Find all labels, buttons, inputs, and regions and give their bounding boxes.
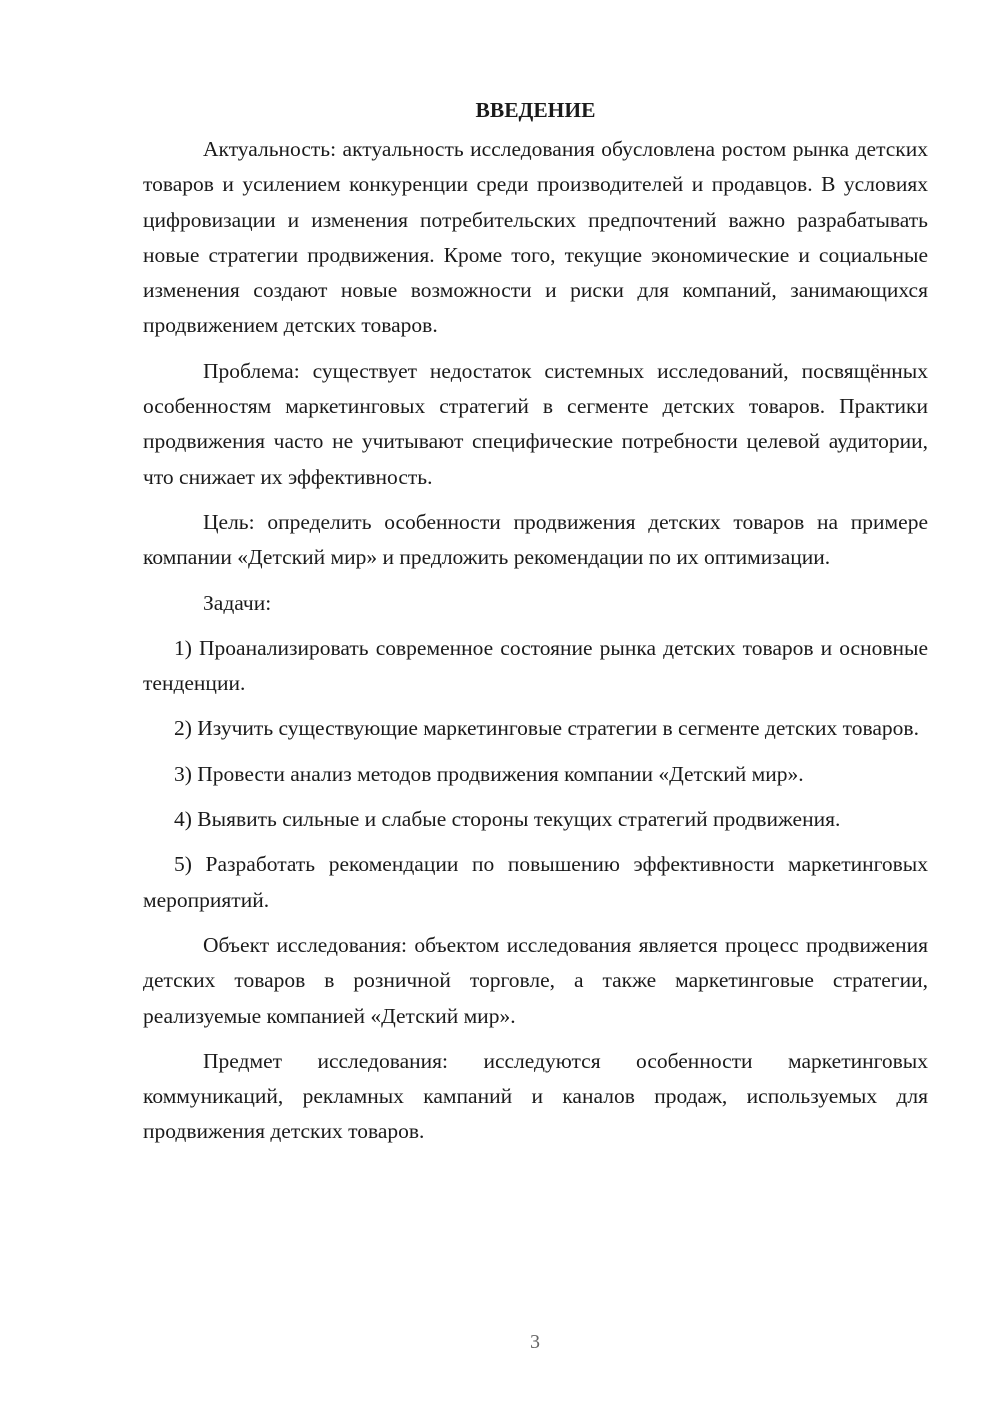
task-item-2: 2) Изучить существующие маркетинговые стратегии в сегменте детских товаров. bbox=[174, 716, 919, 741]
paragraph-problem: Проблема: существует недостаток системных исследований, посвящённых особенностям маркетинговых стратегий в сегменте детских товаров. Практики продвижения часто не учитывают специфические потребности целевой аудитории, что снижает их эффективность. bbox=[143, 358, 928, 489]
task-item-3: 3) Провести анализ методов продвижения компании «Детский мир». bbox=[174, 761, 804, 786]
paragraph-relevance: Актуальность: актуальность исследования обусловлена ростом рынка детских товаров и усилением конкуренции среди производителей и продавцов. В условиях цифровизации и изменения потребительских предпочтений важно разрабатывать новые стратегии продвижения. Кроме того, текущие экономические и социальные изменения создают новые возможности и риски для компаний, занимающихся продвижением детских товаров. bbox=[143, 137, 928, 338]
page-body bbox=[143, 93, 928, 1150]
paragraph-subject: Предмет исследования: исследуются особенности маркетинговых коммуникаций, рекламных кампаний и каналов продаж, используемых для продвижения детских товаров. bbox=[143, 1048, 928, 1144]
page-number: 3 bbox=[530, 1331, 540, 1353]
task-item-5: 5) Разработать рекомендации по повышению эффективности маркетинговых мероприятий. bbox=[143, 852, 928, 912]
task-item-1: 1) Проанализировать современное состояние рынка детских товаров и основные тенденции. bbox=[143, 635, 928, 696]
paragraph-tasks-heading: Задачи: bbox=[203, 590, 272, 615]
paragraph-object: Объект исследования: объектом исследования является процесс продвижения детских товаров в розничной торговле, а также маркетинговые стратегии, реализуемые компанией «Детский мир». bbox=[143, 932, 928, 1028]
task-item-4: 4) Выявить сильные и слабые стороны текущих стратегий продвижения. bbox=[174, 807, 841, 832]
paragraph-goal: Цель: определить особенности продвижения детских товаров на примере компании «Детский мир» и предложить рекомендации по их оптимизации. bbox=[143, 509, 928, 570]
section-title: ВВЕДЕНИЕ bbox=[475, 98, 596, 122]
